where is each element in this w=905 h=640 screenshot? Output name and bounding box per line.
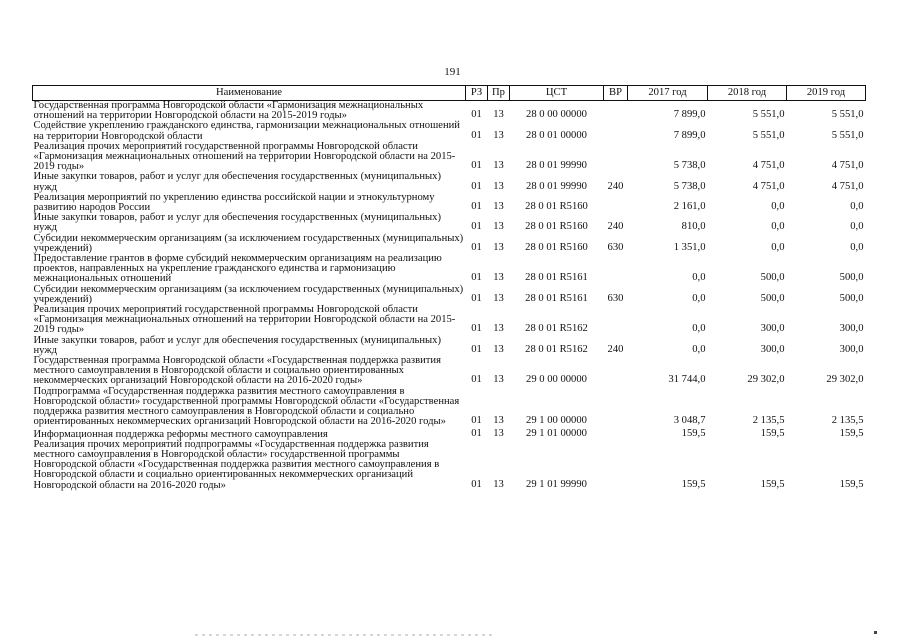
cell-cst: 28 0 01 R5160 [525, 241, 588, 253]
cell-vr [604, 356, 628, 387]
table-body [33, 101, 866, 491]
column-header-vr: ВР [604, 86, 628, 101]
cell-2017: 159,5 [681, 478, 706, 490]
cell-name: Субсидии некоммерческим организациям (за исключением государственных (муниципальных) учреждений) [33, 283, 464, 305]
cell-name: Реализация прочих мероприятий государственной программы Новгородской области «Гармонизация межнациональных отношений на территории Новгородской области на 2015-2019 годы» [33, 140, 456, 173]
cell-2019: 2 135,5 [831, 415, 864, 427]
cell-name: Иные закупки товаров, работ и услуг для обеспечения государственных (муниципальных) нужд [33, 334, 441, 356]
cell-cst: 29 1 01 00000 [526, 427, 587, 439]
cell-2017: 159,5 [681, 427, 706, 439]
cell-2017: 0,0 [692, 343, 706, 355]
cell-rz: 01 [471, 415, 482, 427]
cell-2017: 1 351,0 [673, 241, 706, 253]
cell-cst: 28 0 00 00000 [526, 109, 587, 121]
cell-name: Иные закупки товаров, работ и услуг для обеспечения государственных (муниципальных) нужд [33, 212, 441, 234]
cell-2018: 0,0 [771, 221, 785, 233]
cell-2018: 300,0 [760, 343, 785, 355]
cell-vr [604, 142, 628, 173]
cell-pr: 13 [493, 129, 504, 141]
cell-vr [604, 440, 628, 491]
scan-artifact-line [195, 634, 495, 636]
cell-pr: 13 [493, 109, 504, 121]
cell-vr: 240 [607, 343, 624, 355]
column-header-cst: ЦСТ [510, 86, 604, 101]
cell-2017: 0,0 [692, 272, 706, 284]
cell-pr: 13 [493, 323, 504, 335]
table-row [33, 234, 866, 254]
cell-2019: 500,0 [839, 292, 864, 304]
cell-2019: 500,0 [839, 272, 864, 284]
cell-pr: 13 [493, 343, 504, 355]
column-header-name: Наименование [33, 86, 466, 101]
cell-cst: 28 0 01 R5162 [525, 343, 588, 355]
cell-2019: 4 751,0 [831, 160, 864, 172]
cell-2018: 500,0 [760, 292, 785, 304]
cell-name: Подпрограмма «Государственная поддержка развития местного самоуправления в Новгородской области» государственной программы Новгородской области «Государственная поддержка развития местного самоуправления в Новгородской области и социально ориентированных некоммерческих организаций Новгородской области на 2016-2020 годы» [33, 385, 460, 428]
cell-cst: 28 0 01 R5160 [525, 221, 588, 233]
cell-2019: 159,5 [839, 427, 864, 439]
page-number: 191 [444, 66, 461, 78]
cell-pr: 13 [493, 241, 504, 253]
cell-name: Информационная поддержка реформы местного самоуправления [33, 428, 328, 440]
cell-pr: 13 [493, 180, 504, 192]
cell-rz: 01 [471, 201, 482, 213]
cell-2018: 159,5 [760, 478, 785, 490]
budget-table [32, 85, 866, 491]
cell-2017: 0,0 [692, 323, 706, 335]
cell-2018: 500,0 [760, 272, 785, 284]
cell-2019: 0,0 [850, 201, 864, 213]
cell-vr [604, 193, 628, 213]
scan-artifact-dot [874, 631, 877, 634]
cell-rz: 01 [471, 374, 482, 386]
cell-2017: 5 738,0 [673, 160, 706, 172]
cell-pr: 13 [493, 415, 504, 427]
cell-2018: 5 551,0 [752, 129, 785, 141]
cell-vr: 630 [607, 241, 624, 253]
cell-cst: 28 0 01 R5161 [525, 272, 588, 284]
cell-pr: 13 [493, 272, 504, 284]
cell-2017: 3 048,7 [673, 415, 706, 427]
cell-cst: 28 0 01 R5162 [525, 323, 588, 335]
cell-2017: 7 899,0 [673, 109, 706, 121]
cell-name: Субсидии некоммерческим организациям (за исключением государственных (муниципальных) учреждений) [33, 232, 464, 254]
cell-vr [604, 101, 628, 122]
cell-rz: 01 [471, 109, 482, 121]
cell-2017: 2 161,0 [673, 201, 706, 213]
cell-2019: 300,0 [839, 323, 864, 335]
cell-rz: 01 [471, 478, 482, 490]
cell-2019: 0,0 [850, 241, 864, 253]
cell-name: Иные закупки товаров, работ и услуг для обеспечения государственных (муниципальных) нужд [33, 171, 441, 193]
table-row [33, 428, 866, 440]
cell-rz: 01 [471, 323, 482, 335]
cell-vr: 240 [607, 221, 624, 233]
cell-rz: 01 [471, 292, 482, 304]
cell-rz: 01 [471, 221, 482, 233]
cell-cst: 29 0 00 00000 [526, 374, 587, 386]
cell-rz: 01 [471, 160, 482, 172]
cell-rz: 01 [471, 272, 482, 284]
cell-pr: 13 [493, 160, 504, 172]
cell-rz: 01 [471, 343, 482, 355]
cell-rz: 01 [471, 180, 482, 192]
table-row [33, 213, 866, 233]
table-row [33, 121, 866, 141]
table-row [33, 387, 866, 428]
table-row [33, 172, 866, 192]
cell-vr: 240 [607, 180, 624, 192]
table-row [33, 305, 866, 336]
cell-rz: 01 [471, 129, 482, 141]
cell-2018: 4 751,0 [752, 180, 785, 192]
cell-name: Реализация мероприятий по укреплению единства российской нации и этнокультурному развитию народов России [33, 191, 435, 214]
cell-2019: 300,0 [839, 343, 864, 355]
cell-cst: 28 0 01 R5161 [525, 292, 588, 304]
table-row [33, 254, 866, 285]
cell-pr: 13 [493, 478, 504, 490]
cell-2018: 0,0 [771, 241, 785, 253]
cell-name: Реализация прочих мероприятий подпрограммы «Государственная поддержка развития местного самоуправления в Новгородской области» государственной программы Новгородской области «Государственная поддержка развития местного самоуправления в Новгородской области и социально ориентированных некоммерческих организаций Новгородской области на 2016-2020 годы» [33, 438, 440, 491]
cell-name: Содействие укреплению гражданского единства, гармонизации межнациональных отношений на территории Новгородской области [33, 120, 460, 142]
cell-2019: 5 551,0 [831, 109, 864, 121]
cell-2017: 31 744,0 [668, 374, 706, 386]
cell-cst: 28 0 01 00000 [526, 129, 587, 141]
cell-rz: 01 [471, 427, 482, 439]
cell-2017: 0,0 [692, 292, 706, 304]
table-header [33, 86, 866, 101]
cell-pr: 13 [493, 201, 504, 213]
table-row [33, 142, 866, 173]
cell-vr [604, 254, 628, 285]
cell-cst: 28 0 01 99990 [526, 160, 587, 172]
column-header-2017: 2017 год [628, 86, 708, 101]
table-row [33, 440, 866, 491]
cell-name: Предоставление грантов в форме субсидий некоммерческим организациям на реализацию проектов, направленных на укрепление гражданского единства и гармонизацию межнациональных отношений [33, 253, 442, 285]
cell-vr: 630 [607, 292, 624, 304]
cell-2017: 810,0 [681, 221, 706, 233]
cell-2019: 29 302,0 [826, 374, 864, 386]
cell-name: Государственная программа Новгородской области «Государственная поддержка развития местного самоуправления в Новгородской области и социально ориентированных некоммерческих организаций Новгородской области на 2016-2020 годы» [33, 355, 441, 387]
cell-2017: 5 738,0 [673, 180, 706, 192]
table-row [33, 336, 866, 356]
header-row [33, 86, 866, 101]
column-header-rz: РЗ [466, 86, 488, 101]
table-row [33, 356, 866, 387]
cell-2019: 159,5 [839, 478, 864, 490]
cell-2018: 2 135,5 [752, 415, 785, 427]
cell-2017: 7 899,0 [673, 129, 706, 141]
cell-2019: 5 551,0 [831, 129, 864, 141]
cell-cst: 28 0 01 R5160 [525, 201, 588, 213]
cell-pr: 13 [493, 292, 504, 304]
cell-vr [604, 305, 628, 336]
cell-pr: 13 [493, 427, 504, 439]
table-row [33, 101, 866, 122]
cell-pr: 13 [493, 221, 504, 233]
column-header-pr: Пр [488, 86, 510, 101]
cell-2018: 5 551,0 [752, 109, 785, 121]
table-row [33, 285, 866, 305]
cell-2018: 159,5 [760, 427, 785, 439]
cell-cst: 29 1 01 99990 [526, 478, 587, 490]
cell-2018: 29 302,0 [747, 374, 785, 386]
cell-cst: 29 1 00 00000 [526, 415, 587, 427]
cell-2018: 300,0 [760, 323, 785, 335]
cell-vr [604, 387, 628, 428]
cell-name: Реализация прочих мероприятий государственной программы Новгородской области «Гармонизация межнациональных отношений на территории Новгородской области на 2015-2019 годы» [33, 304, 456, 336]
cell-cst: 28 0 01 99990 [526, 180, 587, 192]
cell-2018: 0,0 [771, 201, 785, 213]
column-header-2018: 2018 год [708, 86, 787, 101]
column-header-2019: 2019 год [787, 86, 866, 101]
cell-pr: 13 [493, 374, 504, 386]
cell-2019: 4 751,0 [831, 180, 864, 192]
table-row [33, 193, 866, 213]
cell-2019: 0,0 [850, 221, 864, 233]
cell-vr [604, 121, 628, 141]
cell-2018: 4 751,0 [752, 160, 785, 172]
cell-vr [604, 428, 628, 440]
cell-name: Государственная программа Новгородской области «Гармонизация межнациональных отношений на территории Новгородской области на 2015-2019 годы» [33, 100, 424, 122]
cell-rz: 01 [471, 241, 482, 253]
